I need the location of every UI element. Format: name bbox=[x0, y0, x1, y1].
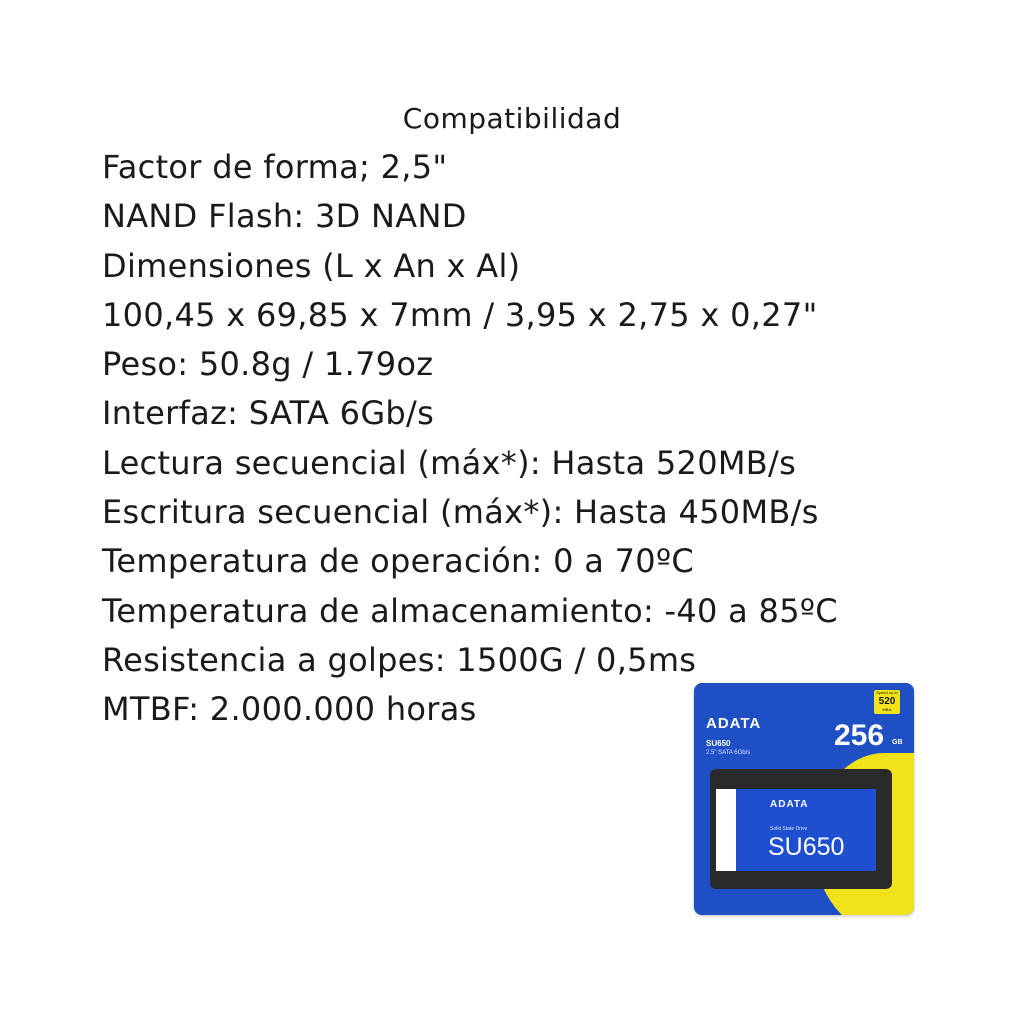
spec-line: Temperatura de operación: 0 a 70ºC bbox=[102, 542, 694, 581]
spec-line: Temperatura de almacenamiento: -40 a 85ºC bbox=[102, 591, 838, 630]
speed-badge-caption: Speed up to bbox=[876, 690, 898, 695]
spec-line: Factor de forma; 2,5" bbox=[102, 148, 448, 186]
spec-line: Dimensiones (L x An x Al) bbox=[102, 246, 521, 285]
speed-badge bbox=[874, 690, 900, 714]
drive-side-strip bbox=[716, 789, 736, 871]
speed-badge-value: 520 bbox=[878, 696, 896, 707]
spec-line: Interfaz: SATA 6Gb/s bbox=[102, 394, 435, 433]
spec-line: NAND Flash: 3D NAND bbox=[102, 197, 467, 236]
spec-line: Lectura secuencial (máx*): Hasta 520MB/s bbox=[102, 443, 797, 482]
drive-brand-logo: ADATA bbox=[770, 799, 809, 810]
spec-line: MTBF: 2.000.000 horas bbox=[102, 690, 477, 729]
spec-line: Escritura secuencial (máx*): Hasta 450MB/s bbox=[102, 493, 819, 532]
box-capacity-unit: GB bbox=[892, 739, 903, 746]
spec-list bbox=[102, 143, 838, 735]
spec-line: Peso: 50.8g / 1.79oz bbox=[102, 345, 434, 384]
section-heading: Compatibilidad bbox=[402, 102, 622, 135]
drive-label bbox=[736, 789, 876, 871]
spec-line: Resistencia a golpes: 1500G / 0,5ms bbox=[102, 640, 697, 679]
speed-badge-unit: MB/s bbox=[882, 707, 892, 712]
box-interface-text: 2.5" SATA 6Gb/s bbox=[706, 750, 751, 756]
drive-type-text: Solid State Drive bbox=[770, 826, 808, 832]
product-box-image bbox=[694, 683, 914, 915]
spec-line: 100,45 x 69,85 x 7mm / 3,95 x 2,75 x 0,27" bbox=[102, 295, 818, 334]
box-brand-logo: ADATA bbox=[706, 715, 762, 732]
box-capacity: 256 bbox=[834, 719, 885, 752]
drive-model-name: SU650 bbox=[768, 833, 845, 861]
box-model-name: SU650 bbox=[706, 739, 731, 748]
